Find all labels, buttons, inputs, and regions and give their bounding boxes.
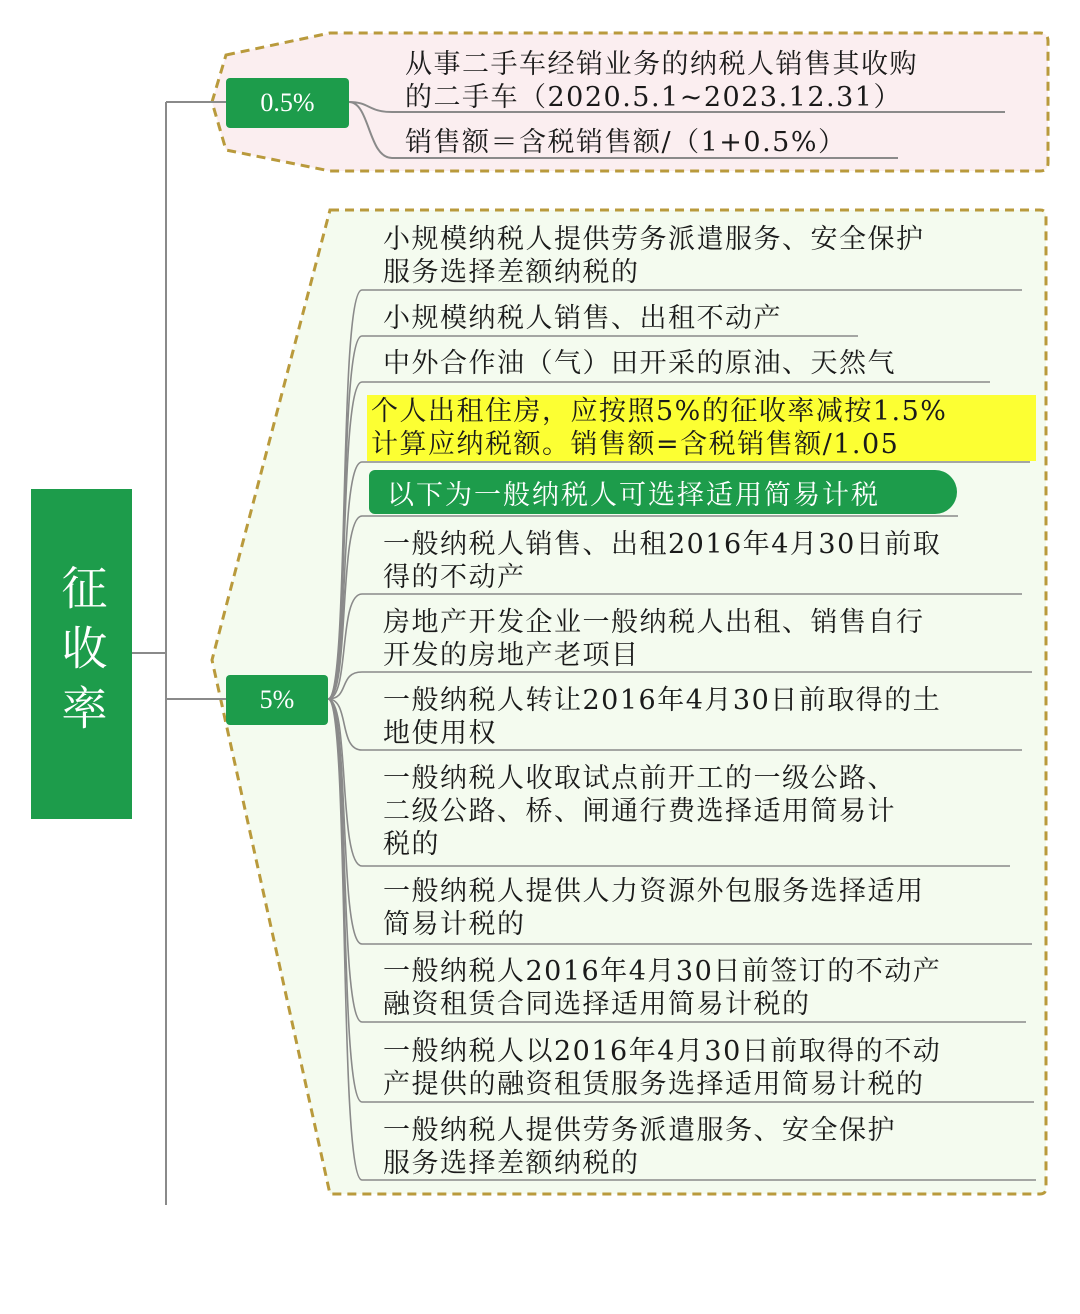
leaf-item: 一般纳税人提供人力资源外包服务选择适用 简易计税的 xyxy=(383,876,925,940)
leaf-item: 房地产开发企业一般纳税人出租、销售自行 开发的房地产老项目 xyxy=(383,607,925,671)
rate-label: 5% xyxy=(259,685,295,714)
leaf-item: 一般纳税人销售、出租2016年4月30日前取 得的不动产 xyxy=(383,529,942,593)
rate-node-0-5 xyxy=(226,78,349,128)
leaf-item: 一般纳税人提供劳务派遣服务、安全保护 服务选择差额纳税的 xyxy=(383,1115,896,1179)
highlighted-item: 个人出租住房，应按照5%的征收率减按1.5% 计算应纳税额。销售额=含税销售额/1.05 xyxy=(367,395,1036,461)
root-label: 征收率 xyxy=(54,564,109,744)
leaf-item: 中外合作油（气）田开采的原油、天然气 xyxy=(383,348,896,379)
leaf-item: 销售额＝含税销售额/（1+0.5%） xyxy=(405,127,847,158)
leaf-item: 小规模纳税人提供劳务派遣服务、安全保护 服务选择差额纳税的 xyxy=(383,224,925,288)
rate-label: 0.5% xyxy=(260,88,315,117)
section-label: 以下为一般纳税人可选择适用简易计税 xyxy=(369,470,957,514)
leaf-item: 一般纳税人以2016年4月30日前取得的不动 产提供的融资租赁服务选择适用简易计税的 xyxy=(383,1036,942,1100)
rate-node-5 xyxy=(226,675,328,725)
leaf-item: 一般纳税人收取试点前开工的一级公路、 二级公路、桥、闸通行费选择适用简易计 税的 xyxy=(383,763,896,860)
leaf-item: 小规模纳税人销售、出租不动产 xyxy=(383,303,782,334)
leaf-item: 一般纳税人2016年4月30日前签订的不动产 融资租赁合同选择适用简易计税的 xyxy=(383,956,942,1020)
leaf-item: 从事二手车经销业务的纳税人销售其收购 的二手车（2020.5.1~2023.12.31） xyxy=(405,49,918,113)
leaf-item: 一般纳税人转让2016年4月30日前取得的土 地使用权 xyxy=(383,685,942,749)
root-node xyxy=(31,489,132,819)
